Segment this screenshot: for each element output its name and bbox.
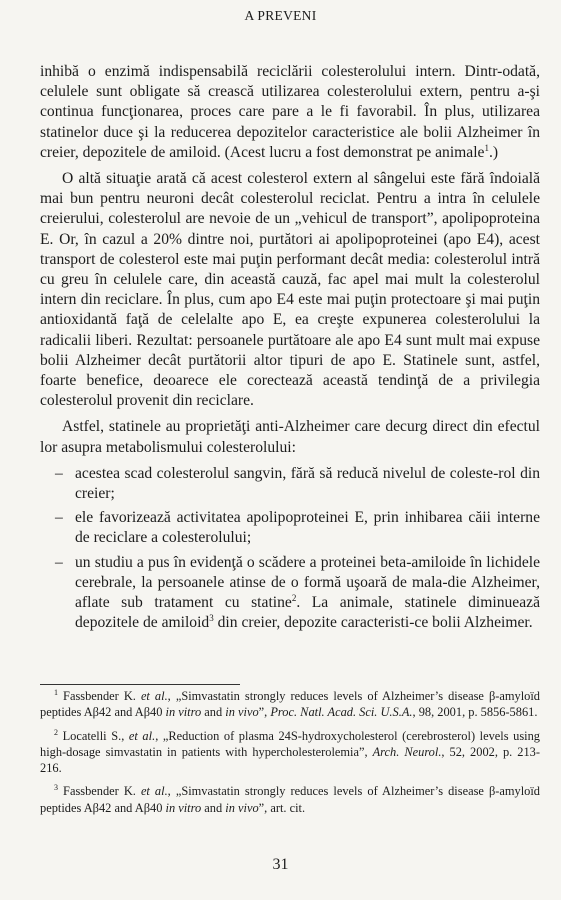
paragraph-1-text: inhibă o enzimă indispensabilă reciclării colesterolului intern. Dintr-odată, celulele sunt obligate să crească utilizarea colesterolului extern, pentru a-şi continua funcţionarea, proces care pare a le fi favorabil. În plus, utilizarea statinelor duce şi la reducerea depozitelor caracteristice ale bolii Alzheimer în creier, depozitele de amiloid. (Acest lucru a fost demonstrat pe animale [40,63,540,161]
list-item-text: un studiu a pus în evidenţă o scădere a proteinei beta-amiloide în lichidele cerebrale, la persoanele atinse de o formă uşoară de mala-die Alzheimer, aflate sub tratament cu statine [75,553,540,612]
dash-marker: – [55,509,63,527]
footnote-1: $^1$ Fassbender K. et al., „Simvastatin strongly reduces levels of Alzheimer’s disease β-amyloïd peptides Aβ42 and Aβ40 in vitro and in vivo”, Proc. Natl. Acad. Sci. U.S.A., 98, 2001, p. 5856-5861. [40,687,540,720]
footnote-ref-2: 2 [291,592,297,603]
footnote-ref-1: 1 [484,142,489,153]
dash-marker: – [55,464,63,482]
footnote-number: 3 [54,783,58,793]
footnote-3: $^3$ Fassbender K. et al., „Simvastatin strongly reduces levels of Alzheimer’s disease β-amyloïd peptides Aβ42 and Aβ40 in vitro and in vivo”, art. cit. [40,783,540,815]
footnotes [40,688,540,823]
list-item-text: acestea scad colesterolul sangvin, fără să reducă nivelul de coleste-rol din creier; [75,464,540,503]
list-item-text: ele favorizează activitatea apolipoproteinei E, prin inhibarea căii interne de reciclare a colesterolului; [75,509,540,547]
main-text [40,62,540,637]
list-item-text: . La animale, statinele diminuează depozitele de amiloid [75,594,540,632]
footnote-2: $^2$ Locatelli S., et al., „Reduction of plasma 24S-hydroxycholesterol (cerebrosterol) levels using high-dosage simvastatin in patients with hypercholesterolemia”, Arch. Neurol., 52, 2002, p. 213-216. [40,727,540,776]
paragraph-3: Astfel, statinele au proprietăţi anti-Alzheimer care decurg direct din efectul lor asupra metabolismului colesterolului: [40,418,540,456]
page-number: 31 [272,856,289,873]
dash-marker: – [55,553,63,571]
list-item [40,464,540,504]
footnote-ref-3: 3 [209,613,214,624]
list-item-text: din creier, depozite caracteristi-ce bolii Alzheimer. [213,614,533,632]
paragraph-1 [40,62,540,163]
paragraph-1-end: .) [488,143,499,161]
list-item [40,508,540,548]
bullet-list [40,464,540,634]
list-item [40,553,540,634]
running-header: A PREVENI [244,8,317,23]
footnote-number: 1 [54,687,58,697]
footnote-divider [40,684,240,685]
paragraph-2: O altă situaţie arată că acest colesterol extern al sângelui este fără îndoială mai bun pentru neuroni decât colesterolul reciclat. Pentru a intra în celulele creierului, colesterolul are nevoie de un „vehicul de transport”, apolipoproteina E. Or, în cazul a 20% dintre noi, purtători ai apolipoproteinei (apo E4), acest transport de colesterol este mai puţin performant decât media: colesterolul intră cu greu în celulele care, din această cauză, fac apel mai mult la colesterolul intern din reciclare. În plus, cum apo E4 este mai puţin protectoare şi mai puţin antioxidantă faţă de celelalte apo E, ea creşte expunerea colesterolului la radicalii liberi. Rezultat: persoanele purtătoare ale apo E4 sunt mult mai expuse bolii Alzheimer decât purtătorii altor tipuri de apo E. Statinele sunt, astfel, foarte benefice, deoarece ele corectează această tendinţă de a privilegia colesterolul provenit din reciclare. [40,170,540,410]
footnote-number: 2 [54,727,58,737]
